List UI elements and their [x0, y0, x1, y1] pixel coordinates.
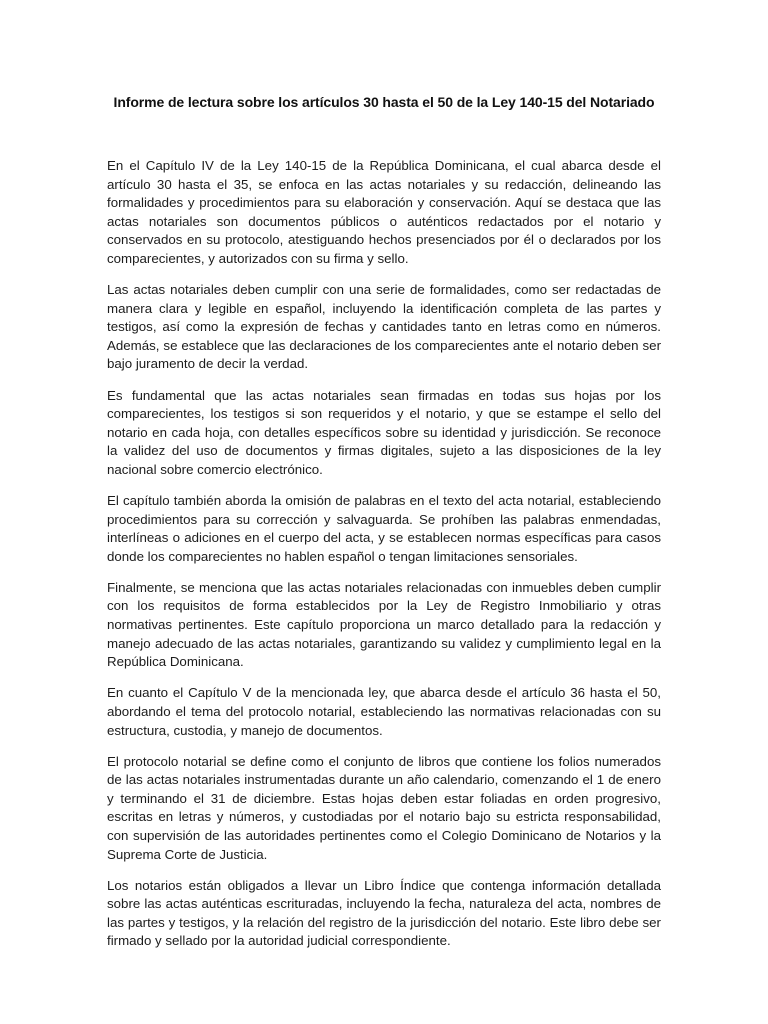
document-page [107, 92, 661, 964]
paragraph-7: El protocolo notarial se define como el conjunto de libros que contiene los folios numerados de las actas notariales instrumentadas durante un año calendario, comenzando el 1 de enero y terminando el 31 de diciembre. Estas hojas deben estar foliadas en orden progresivo, escritas en letras y números, y custodiadas por el notario bajo su estricta responsabilidad, con supervisión de las autoridades pertinentes como el Colegio Dominicano de Notarios y la Suprema Corte de Justicia. [107, 753, 661, 862]
paragraph-3: Es fundamental que las actas notariales sean firmadas en todas sus hojas por los comparecientes, los testigos si son requeridos y el notario, y que se estampe el sello del notario en cada hoja, con detalles específicos sobre su identidad y jurisdicción. Se reconoce la validez del uso de documentos y firmas digitales, sujeto a las disposiciones de la ley nacional sobre comercio electrónico. [107, 387, 661, 477]
paragraph-1: En el Capítulo IV de la Ley 140-15 de la República Dominicana, el cual abarca desde el artículo 30 hasta el 35, se enfoca en las actas notariales y su redacción, delineando las formalidades y procedimientos para su elaboración y conservación. Aquí se destaca que las actas notariales son documentos públicos o auténticos redactados por el notario y conservados en su protocolo, atestiguando hechos presenciados por él o declarados por los comparecientes, y autorizados con su firma y sello. [107, 158, 661, 266]
paragraph-8: Los notarios están obligados a llevar un Libro Índice que contenga información detallada sobre las actas auténticas escrituradas, incluyendo la fecha, naturaleza del acta, nombres de las partes y testigos, y la relación del registro de la jurisdicción del notario. Este libro debe ser firmado y sellado por la autoridad judicial correspondiente. [107, 877, 661, 949]
paragraph-2: Las actas notariales deben cumplir con una serie de formalidades, como ser redactadas de manera clara y legible en español, incluyendo la identificación completa de las partes y testigos, así como la expresión de fechas y cantidades tanto en letras como en números. Además, se establece que las declaraciones de los comparecientes ante el notario deben ser bajo juramento de decir la verdad. [107, 282, 661, 372]
paragraph-4: El capítulo también aborda la omisión de palabras en el texto del acta notarial, estableciendo procedimientos para su corrección y salvaguarda. Se prohíben las palabras enmendadas, interlíneas o adiciones en el cuerpo del acta, y se establecen normas específicas para casos donde los comparecientes no hablen español o tengan limitaciones sensoriales. [107, 493, 661, 564]
paragraph-5: Finalmente, se menciona que las actas notariales relacionadas con inmuebles deben cumplir con los requisitos de forma establecidos por la Ley de Registro Inmobiliario y otras normativas pertinentes. Este capítulo proporciona un marco detallado para la redacción y manejo adecuado de las actas notariales, garantizando su validez y cumplimiento legal en la República Dominicana. [107, 579, 661, 670]
document-title: Informe de lectura sobre los artículos 30 hasta el 50 de la Ley 140-15 del Notariado [113, 94, 655, 110]
paragraph-6: En cuanto el Capítulo V de la mencionada ley, que abarca desde el artículo 36 hasta el 50, abordando el tema del protocolo notarial, estableciendo las normativas relacionadas con su estructura, custodia, y manejo de documentos. [107, 685, 661, 738]
